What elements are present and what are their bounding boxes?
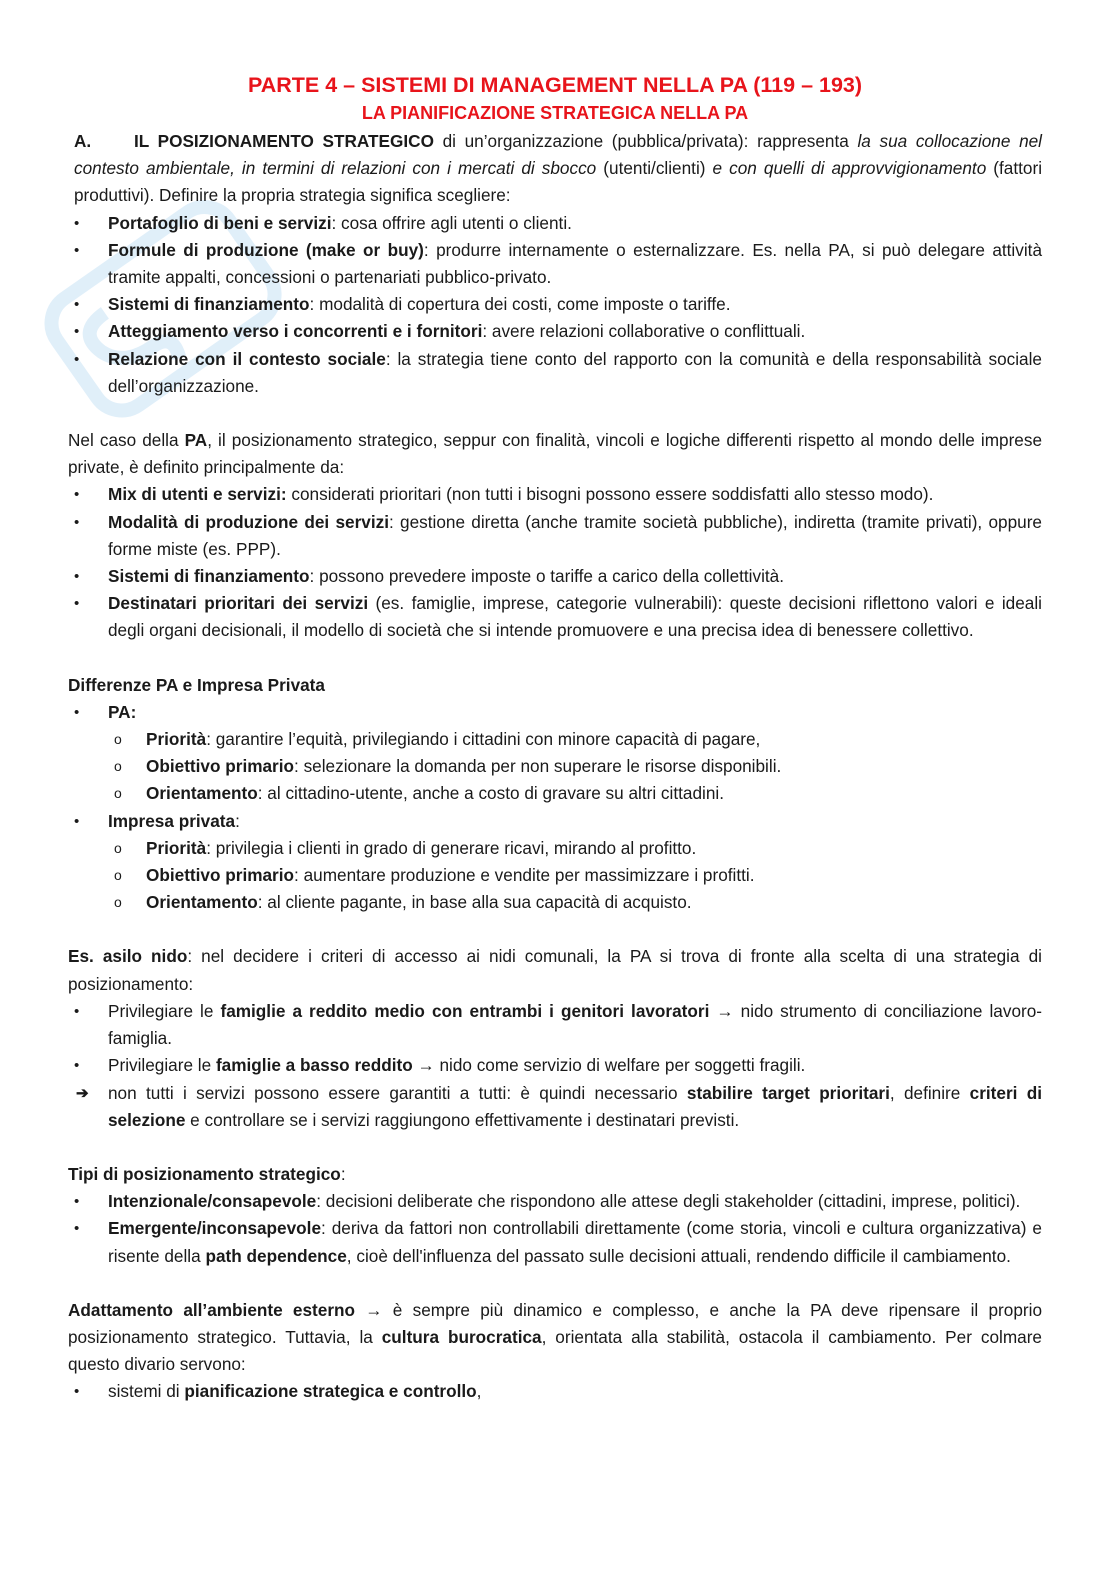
pa-positioning-list [68,481,1042,644]
text-span: è sempre più dinamico e complesso, e anche la PA deve ripensare il proprio posizionamento strategico. Tuttavia, la [68,1299,1042,1347]
italic-span: e con quelli di approvvigionamento [712,158,987,179]
item-term: Portafoglio di beni e servizi [108,212,332,233]
sublist-item [68,726,1042,753]
list-item [68,563,1042,590]
item-term: criteri di selezione [108,1082,1042,1130]
text-span: (utenti/clienti) [596,158,713,179]
list-item [68,210,1042,237]
list-item [68,998,1042,1052]
item-term: Formule di produzione (make or buy) [108,239,424,260]
item-term: PA: [108,701,137,722]
bold-span: PA [184,430,208,451]
item-term: Emergente/inconsapevole [108,1218,322,1239]
item-text: non tutti i servizi possono essere garantiti a tutti: è quindi necessario [108,1082,687,1103]
item-text: → nido come servizio di welfare per soggetti fragili. [412,1055,806,1076]
list-item [68,237,1042,291]
tipi-heading [68,1161,1042,1188]
pa-case-paragraph [68,427,1042,481]
item-text: Privilegiare le [108,1000,221,1021]
item-text: considerati prioritari (non tutti i bisogni possono essere soddisfatti allo stesso modo). [286,484,934,505]
item-text: : al cittadino-utente, anche a costo di gravare su altri cittadini. [257,783,724,804]
item-text: , definire [889,1082,970,1103]
item-text: : decisioni deliberate che rispondono alle attese degli stakeholder (cittadini, imprese, politici). [316,1191,1021,1212]
text-span: : [340,1163,346,1184]
list-item [68,590,1042,644]
item-term: Obiettivo primario [146,865,295,886]
item-text: Privilegiare le [108,1055,216,1076]
text-span: (fattori produttivi). Definire la propria strategia significa scegliere: [74,158,1043,206]
item-text: : gestione diretta (anche tramite società pubbliche), indiretta (tramite privati), oppure forme miste (es. PPP). [108,511,1042,559]
private-sublist [68,835,1042,917]
strategy-choices-list [68,210,1042,400]
differences-list-2 [68,808,1042,835]
item-term: Priorità [146,837,207,858]
item-term: pianificazione strategica e controllo [184,1381,477,1402]
item-text: , [476,1381,482,1402]
text-span: : nel decidere i criteri di accesso ai nidi comunali, la PA si trova di fronte alla scelta di una strategia di posizionamento: [68,946,1042,994]
asilo-list [68,998,1042,1134]
list-item [68,346,1042,400]
list-item-pa [68,699,1042,726]
tipi-list [68,1188,1042,1270]
sublist-item [68,889,1042,916]
item-text: : possono prevedere imposte o tariffe a carico della collettività. [309,566,785,587]
section-letter: A. [74,131,92,151]
list-item [68,481,1042,508]
item-term: Intenzionale/consapevole [108,1191,317,1212]
item-text: : aumentare produzione e vendite per massimizzare i profitti. [294,865,755,886]
document-page [68,70,1042,1406]
list-item [68,1052,1042,1079]
item-term: Relazione con il contesto sociale [108,348,386,369]
list-item [68,509,1042,563]
item-text: → nido strumento di conciliazione lavoro-famiglia. [108,1000,1043,1049]
item-text: : al cliente pagante, in base alla sua capacità di acquisto. [257,892,692,913]
item-text: : cosa offrire agli utenti o clienti. [331,212,572,233]
document-title: PARTE 4 – SISTEMI DI MANAGEMENT NELLA PA (119 – 193) [247,73,863,97]
item-text: : avere relazioni collaborative o conflittuali. [482,321,806,342]
heading-text: Differenze PA e Impresa Privata [68,674,325,695]
item-text: : garantire l’equità, privilegiando i cittadini con minore capacità di pagare, [206,729,761,750]
adattamento-list [68,1378,1042,1405]
item-term: Obiettivo primario [146,756,295,777]
item-text: e controllare se i servizi raggiungono effettivamente i destinatari previsti. [185,1109,740,1130]
sublist-item [68,753,1042,780]
section-term: IL POSIZIONAMENTO STRATEGICO [134,131,434,151]
item-term: Mix di utenti e servizi: [108,484,287,505]
item-text: : la strategia tiene conto del rapporto con la comunità e della responsabilità sociale dell’organizzazione. [108,348,1042,396]
arrow-item [68,1080,1042,1134]
heading-text: Tipi di posizionamento strategico [68,1163,341,1184]
item-text: : privilegia i clienti in grado di generare ricavi, mirando al profitto. [206,837,697,858]
item-term: Atteggiamento verso i concorrenti e i fornitori [108,321,483,342]
differences-list [68,699,1042,726]
list-item [68,1188,1042,1215]
list-item [68,1215,1042,1269]
text-span: di un’organizzazione (pubblica/privata): rappresenta [433,131,858,151]
adattamento-paragraph [68,1297,1042,1379]
item-text: : [235,810,240,831]
item-term: famiglie a basso reddito [215,1055,413,1076]
italic-span: la sua collocazione nel contesto ambientale, in termini di relazioni con i mercati di sbocco [74,131,1043,179]
item-text: , cioè dell'influenza del passato sulle decisioni attuali, rendendo difficile il cambiamento. [346,1245,1011,1266]
item-term: Destinatari prioritari dei servizi [108,593,369,614]
list-item [68,318,1042,345]
list-item [68,291,1042,318]
item-text: (es. famiglie, imprese, categorie vulnerabili): queste decisioni riflettono valori e ideali degli organi decisionali, il modello di società che si intende promuovere e una precisa idea di benessere collettivo. [108,593,1042,641]
item-term: Orientamento [146,783,258,804]
sublist-item [68,835,1042,862]
item-term: famiglie a reddito medio con entrambi i genitori lavoratori [220,1000,710,1021]
item-term: stabilire target prioritari [686,1082,890,1103]
item-text: : selezionare la domanda per non superare le risorse disponibili. [294,756,782,777]
bold-span: Adattamento all’ambiente esterno → [68,1299,383,1320]
text-span: Nel caso della [68,430,185,451]
item-term: Modalità di produzione dei servizi [108,511,389,532]
text-span: , il posizionamento strategico, seppur con finalità, vincoli e logiche differenti rispetto al mondo delle imprese private, è definito principalmente da: [68,430,1043,478]
item-term: Sistemi di finanziamento [108,566,310,587]
bold-span: Es. asilo nido [68,946,188,967]
bold-span: cultura burocratica [381,1326,542,1347]
item-text: : produrre internamente o esternalizzare. Es. nella PA, si può delegare attività tramite appalti, concessioni o partenariati pubblico-privato. [108,239,1043,288]
item-term: Orientamento [146,892,258,913]
section-a-paragraph [68,128,1042,210]
sublist-item [68,862,1042,889]
item-term: path dependence [205,1245,347,1266]
sublist-item [68,780,1042,807]
item-term: Impresa privata [108,810,236,831]
differences-heading [68,672,1042,699]
pa-sublist [68,726,1042,808]
item-term: Priorità [146,729,207,750]
list-item [68,1378,1042,1405]
list-item-private [68,808,1042,835]
item-text: : modalità di copertura dei costi, come imposte o tariffe. [309,294,731,315]
text-span: , orientata alla stabilità, ostacola il cambiamento. Per colmare questo divario servono: [68,1326,1042,1375]
asilo-paragraph [68,943,1042,997]
item-term: Sistemi di finanziamento [108,294,310,315]
document-subtitle: LA PIANIFICAZIONE STRATEGICA NELLA PA [361,103,749,123]
item-text: : deriva da fattori non controllabili direttamente (come storia, vincoli e cultura organizzativa) e risente della [108,1218,1042,1266]
item-text: sistemi di [108,1381,185,1402]
